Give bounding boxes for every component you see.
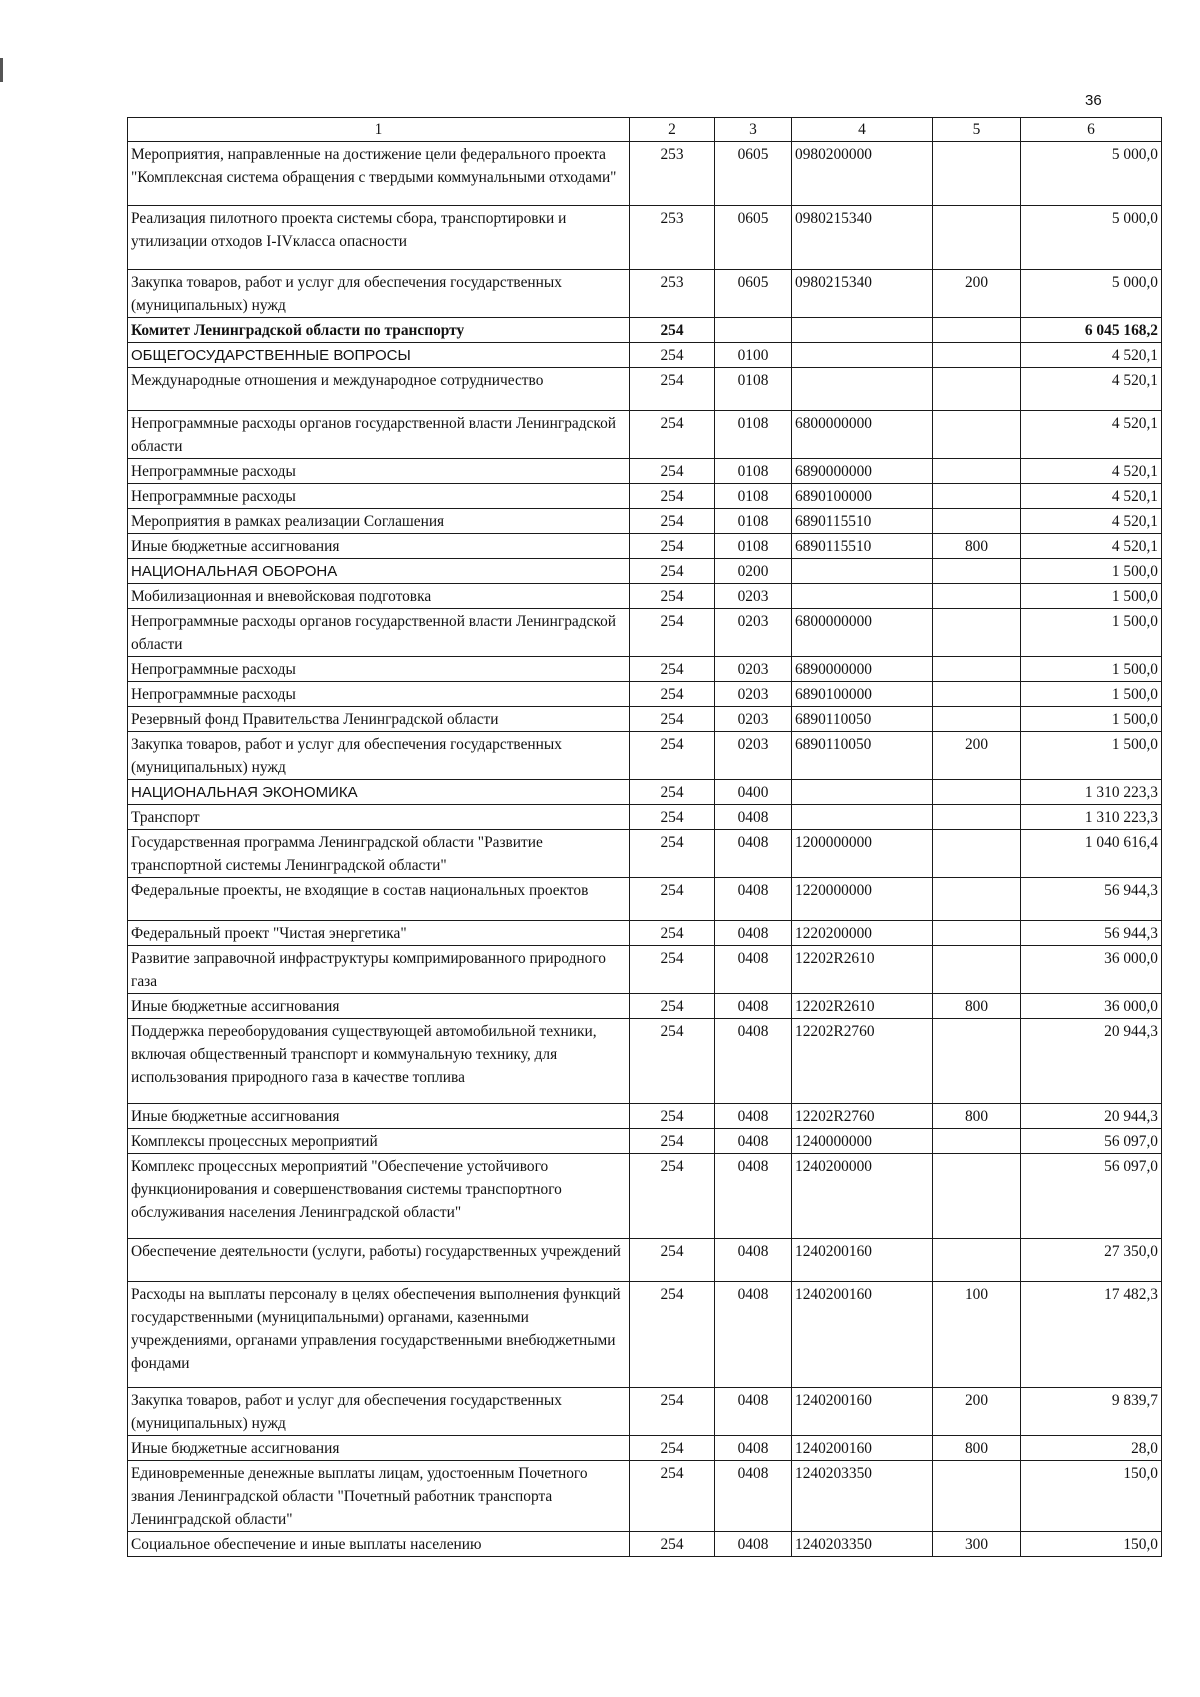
row-admin-code-cell: 254 [630,584,715,609]
table-row [128,318,1162,343]
row-name-cell: НАЦИОНАЛЬНАЯ ОБОРОНА [128,559,630,584]
row-amount-cell: 1 310 223,3 [1021,780,1162,805]
row-amount-cell: 6 045 168,2 [1021,318,1162,343]
row-section-cell: 0408 [715,1104,792,1129]
row-section-cell: 0203 [715,609,792,657]
row-admin-code-cell: 254 [630,732,715,780]
row-name-cell: Иные бюджетные ассигнования [128,534,630,559]
row-amount-cell: 56 944,3 [1021,921,1162,946]
row-amount-cell: 17 482,3 [1021,1282,1162,1388]
row-expense-type-cell [933,921,1021,946]
table-row [128,459,1162,484]
row-target-cell: 1240200160 [792,1282,933,1388]
row-admin-code-cell: 253 [630,142,715,206]
row-name-cell: ОБЩЕГОСУДАРСТВЕННЫЕ ВОПРОСЫ [128,343,630,368]
row-target-cell: 12202R2760 [792,1104,933,1129]
table-row [128,584,1162,609]
row-section-cell: 0203 [715,584,792,609]
row-expense-type-cell [933,830,1021,878]
row-admin-code-cell: 254 [630,609,715,657]
row-target-cell [792,780,933,805]
row-section-cell: 0108 [715,509,792,534]
row-expense-type-cell: 300 [933,1532,1021,1557]
row-expense-type-cell [933,318,1021,343]
row-amount-cell: 1 500,0 [1021,609,1162,657]
table-row [128,1388,1162,1436]
table-row [128,1154,1162,1239]
row-section-cell: 0605 [715,142,792,206]
row-name-cell: Комитет Ленинградской области по транспорту [128,318,630,343]
row-admin-code-cell: 254 [630,318,715,343]
row-name-cell: Закупка товаров, работ и услуг для обеспечения государственных (муниципальных) нужд [128,732,630,780]
table-row [128,1461,1162,1532]
row-section-cell: 0408 [715,1461,792,1532]
row-section-cell: 0200 [715,559,792,584]
row-target-cell: 1240200000 [792,1154,933,1239]
table-row [128,1282,1162,1388]
table-row [128,780,1162,805]
row-section-cell: 0408 [715,1282,792,1388]
row-name-cell: Резервный фонд Правительства Ленинградской области [128,707,630,732]
row-name-cell: Транспорт [128,805,630,830]
row-target-cell: 6890110050 [792,732,933,780]
row-target-cell: 6890110050 [792,707,933,732]
row-target-cell: 1240200160 [792,1388,933,1436]
row-expense-type-cell [933,878,1021,921]
row-expense-type-cell [933,484,1021,509]
row-expense-type-cell [933,707,1021,732]
row-target-cell: 1240000000 [792,1129,933,1154]
row-target-cell [792,318,933,343]
row-target-cell [792,343,933,368]
row-admin-code-cell: 254 [630,368,715,411]
row-section-cell: 0408 [715,1388,792,1436]
row-amount-cell: 1 040 616,4 [1021,830,1162,878]
row-target-cell: 6890100000 [792,682,933,707]
row-section-cell: 0203 [715,707,792,732]
row-section-cell [715,318,792,343]
row-name-cell: Иные бюджетные ассигнования [128,994,630,1019]
row-expense-type-cell: 800 [933,1104,1021,1129]
row-admin-code-cell: 254 [630,1436,715,1461]
row-admin-code-cell: 254 [630,805,715,830]
table-row [128,921,1162,946]
row-section-cell: 0408 [715,1532,792,1557]
row-amount-cell: 5 000,0 [1021,206,1162,270]
row-amount-cell: 1 500,0 [1021,559,1162,584]
table-row [128,270,1162,318]
table-row [128,368,1162,411]
table-row [128,1129,1162,1154]
row-amount-cell: 56 944,3 [1021,878,1162,921]
row-expense-type-cell [933,805,1021,830]
row-name-cell: Мобилизационная и вневойсковая подготовка [128,584,630,609]
row-section-cell: 0108 [715,411,792,459]
row-admin-code-cell: 254 [630,1019,715,1104]
table-row [128,830,1162,878]
row-expense-type-cell [933,1129,1021,1154]
row-target-cell [792,805,933,830]
row-admin-code-cell: 254 [630,1282,715,1388]
row-expense-type-cell: 800 [933,994,1021,1019]
row-amount-cell: 56 097,0 [1021,1129,1162,1154]
row-admin-code-cell: 254 [630,707,715,732]
table-row [128,1239,1162,1282]
row-target-cell: 1220000000 [792,878,933,921]
row-admin-code-cell: 254 [630,946,715,994]
row-admin-code-cell: 254 [630,459,715,484]
table-row [128,484,1162,509]
row-target-cell: 1240200160 [792,1436,933,1461]
row-target-cell [792,584,933,609]
row-admin-code-cell: 254 [630,1239,715,1282]
row-target-cell: 0980215340 [792,270,933,318]
row-expense-type-cell [933,1154,1021,1239]
row-expense-type-cell [933,584,1021,609]
table-row [128,534,1162,559]
table-row [128,682,1162,707]
row-expense-type-cell [933,657,1021,682]
row-admin-code-cell: 254 [630,1388,715,1436]
table-row [128,142,1162,206]
row-admin-code-cell: 254 [630,534,715,559]
row-name-cell: Комплексы процессных мероприятий [128,1129,630,1154]
row-expense-type-cell [933,780,1021,805]
row-name-cell: Непрограммные расходы органов государственной власти Ленинградской области [128,609,630,657]
row-admin-code-cell: 254 [630,878,715,921]
row-amount-cell: 28,0 [1021,1436,1162,1461]
row-admin-code-cell: 254 [630,657,715,682]
row-admin-code-cell: 253 [630,206,715,270]
row-target-cell: 1220200000 [792,921,933,946]
row-admin-code-cell: 254 [630,1154,715,1239]
row-amount-cell: 27 350,0 [1021,1239,1162,1282]
row-amount-cell: 1 500,0 [1021,584,1162,609]
row-section-cell: 0203 [715,682,792,707]
row-admin-code-cell: 254 [630,411,715,459]
header-cell: 3 [715,118,792,142]
row-name-cell: Закупка товаров, работ и услуг для обеспечения государственных (муниципальных) нужд [128,1388,630,1436]
row-amount-cell: 20 944,3 [1021,1104,1162,1129]
row-expense-type-cell: 200 [933,270,1021,318]
table-row [128,878,1162,921]
row-name-cell: Международные отношения и международное сотрудничество [128,368,630,411]
table-row [128,206,1162,270]
row-target-cell [792,559,933,584]
row-name-cell: Реализация пилотного проекта системы сбора, транспортировки и утилизации отходов I-IVкласса опасности [128,206,630,270]
row-admin-code-cell: 254 [630,1129,715,1154]
row-section-cell: 0408 [715,1436,792,1461]
row-section-cell: 0400 [715,780,792,805]
header-cell: 2 [630,118,715,142]
table-row [128,946,1162,994]
row-name-cell: Обеспечение деятельности (услуги, работы) государственных учреждений [128,1239,630,1282]
row-name-cell: Единовременные денежные выплаты лицам, удостоенным Почетного звания Ленинградской области "Почетный работник транспорта Ленинградской области" [128,1461,630,1532]
row-target-cell: 0980200000 [792,142,933,206]
row-section-cell: 0108 [715,534,792,559]
row-section-cell: 0203 [715,732,792,780]
budget-table [127,117,1162,1557]
row-section-cell: 0408 [715,994,792,1019]
row-section-cell: 0108 [715,484,792,509]
row-expense-type-cell [933,682,1021,707]
row-amount-cell: 1 500,0 [1021,732,1162,780]
row-name-cell: НАЦИОНАЛЬНАЯ ЭКОНОМИКА [128,780,630,805]
row-amount-cell: 1 500,0 [1021,682,1162,707]
row-expense-type-cell [933,509,1021,534]
row-amount-cell: 4 520,1 [1021,343,1162,368]
row-amount-cell: 4 520,1 [1021,459,1162,484]
row-admin-code-cell: 254 [630,1532,715,1557]
row-admin-code-cell: 254 [630,830,715,878]
row-name-cell: Непрограммные расходы [128,657,630,682]
row-target-cell: 12202R2760 [792,1019,933,1104]
row-amount-cell: 1 500,0 [1021,707,1162,732]
table-row [128,1532,1162,1557]
row-target-cell: 0980215340 [792,206,933,270]
row-amount-cell: 150,0 [1021,1461,1162,1532]
row-name-cell: Федеральные проекты, не входящие в состав национальных проектов [128,878,630,921]
table-row [128,1436,1162,1461]
header-row [128,118,1162,142]
row-expense-type-cell [933,411,1021,459]
row-name-cell: Комплекс процессных мероприятий "Обеспечение устойчивого функционирования и совершенствования системы транспортного обслуживания населения Ленинградской области" [128,1154,630,1239]
row-amount-cell: 1 500,0 [1021,657,1162,682]
row-target-cell [792,368,933,411]
row-name-cell: Государственная программа Ленинградской области "Развитие транспортной системы Ленинградской области" [128,830,630,878]
row-amount-cell: 5 000,0 [1021,142,1162,206]
row-name-cell: Федеральный проект "Чистая энергетика" [128,921,630,946]
row-admin-code-cell: 254 [630,559,715,584]
row-target-cell: 6800000000 [792,609,933,657]
row-amount-cell: 4 520,1 [1021,368,1162,411]
row-admin-code-cell: 254 [630,484,715,509]
table-row [128,994,1162,1019]
row-expense-type-cell [933,1019,1021,1104]
row-amount-cell: 4 520,1 [1021,484,1162,509]
row-name-cell: Мероприятия, направленные на достижение цели федерального проекта "Комплексная система обращения с твердыми коммунальными отходами" [128,142,630,206]
row-target-cell: 6890115510 [792,509,933,534]
row-admin-code-cell: 254 [630,509,715,534]
scan-margin-mark [0,58,3,82]
row-expense-type-cell [933,609,1021,657]
row-expense-type-cell: 800 [933,534,1021,559]
row-amount-cell: 36 000,0 [1021,946,1162,994]
row-name-cell: Закупка товаров, работ и услуг для обеспечения государственных (муниципальных) нужд [128,270,630,318]
row-target-cell: 1240203350 [792,1532,933,1557]
table-row [128,732,1162,780]
row-section-cell: 0408 [715,946,792,994]
row-admin-code-cell: 254 [630,921,715,946]
row-name-cell: Непрограммные расходы [128,682,630,707]
row-name-cell: Развитие заправочной инфраструктуры компримированного природного газа [128,946,630,994]
row-section-cell: 0408 [715,1239,792,1282]
row-name-cell: Социальное обеспечение и иные выплаты населению [128,1532,630,1557]
table-row [128,509,1162,534]
row-expense-type-cell [933,946,1021,994]
row-expense-type-cell [933,343,1021,368]
row-expense-type-cell: 200 [933,1388,1021,1436]
header-cell: 6 [1021,118,1162,142]
row-expense-type-cell: 200 [933,732,1021,780]
row-section-cell: 0408 [715,1154,792,1239]
row-target-cell: 1240200160 [792,1239,933,1282]
row-expense-type-cell: 800 [933,1436,1021,1461]
row-name-cell: Поддержка переоборудования существующей автомобильной техники, включая общественный транспорт и коммунальную технику, для использования природного газа в качестве топлива [128,1019,630,1104]
header-cell: 4 [792,118,933,142]
row-amount-cell: 9 839,7 [1021,1388,1162,1436]
row-name-cell: Непрограммные расходы [128,459,630,484]
row-admin-code-cell: 254 [630,994,715,1019]
row-amount-cell: 20 944,3 [1021,1019,1162,1104]
row-section-cell: 0408 [715,1129,792,1154]
table-row [128,1104,1162,1129]
row-amount-cell: 4 520,1 [1021,534,1162,559]
row-admin-code-cell: 253 [630,270,715,318]
row-section-cell: 0108 [715,368,792,411]
row-name-cell: Иные бюджетные ассигнования [128,1104,630,1129]
row-amount-cell: 4 520,1 [1021,509,1162,534]
row-admin-code-cell: 254 [630,682,715,707]
table-row [128,805,1162,830]
row-expense-type-cell [933,1239,1021,1282]
row-target-cell: 1240203350 [792,1461,933,1532]
row-expense-type-cell [933,459,1021,484]
row-admin-code-cell: 254 [630,1104,715,1129]
row-name-cell: Расходы на выплаты персоналу в целях обеспечения выполнения функций государственными (муниципальными) органами, казенными учреждениями, органами управления государственными внебюджетными фондами [128,1282,630,1388]
row-target-cell: 12202R2610 [792,946,933,994]
row-amount-cell: 1 310 223,3 [1021,805,1162,830]
table-row [128,707,1162,732]
row-amount-cell: 56 097,0 [1021,1154,1162,1239]
table-row [128,1019,1162,1104]
row-name-cell: Непрограммные расходы органов государственной власти Ленинградской области [128,411,630,459]
row-expense-type-cell [933,368,1021,411]
row-expense-type-cell [933,1461,1021,1532]
table-row [128,411,1162,459]
row-amount-cell: 36 000,0 [1021,994,1162,1019]
row-section-cell: 0408 [715,921,792,946]
row-section-cell: 0605 [715,206,792,270]
row-section-cell: 0408 [715,878,792,921]
page-number: 36 [1085,92,1102,109]
row-admin-code-cell: 254 [630,343,715,368]
table-row [128,657,1162,682]
row-name-cell: Иные бюджетные ассигнования [128,1436,630,1461]
row-amount-cell: 5 000,0 [1021,270,1162,318]
row-expense-type-cell [933,559,1021,584]
row-name-cell: Мероприятия в рамках реализации Соглашения [128,509,630,534]
row-expense-type-cell: 100 [933,1282,1021,1388]
row-amount-cell: 150,0 [1021,1532,1162,1557]
row-target-cell: 6890000000 [792,657,933,682]
row-target-cell: 1200000000 [792,830,933,878]
row-section-cell: 0108 [715,459,792,484]
table-row [128,609,1162,657]
row-target-cell: 6890100000 [792,484,933,509]
row-target-cell: 12202R2610 [792,994,933,1019]
row-admin-code-cell: 254 [630,1461,715,1532]
row-target-cell: 6890115510 [792,534,933,559]
row-section-cell: 0203 [715,657,792,682]
table-row [128,559,1162,584]
table-row [128,343,1162,368]
row-expense-type-cell [933,206,1021,270]
row-section-cell: 0605 [715,270,792,318]
row-name-cell: Непрограммные расходы [128,484,630,509]
row-target-cell: 6800000000 [792,411,933,459]
header-cell: 1 [128,118,630,142]
row-admin-code-cell: 254 [630,780,715,805]
row-section-cell: 0100 [715,343,792,368]
row-section-cell: 0408 [715,805,792,830]
row-expense-type-cell [933,142,1021,206]
row-amount-cell: 4 520,1 [1021,411,1162,459]
header-cell: 5 [933,118,1021,142]
row-section-cell: 0408 [715,1019,792,1104]
row-target-cell: 6890000000 [792,459,933,484]
row-section-cell: 0408 [715,830,792,878]
